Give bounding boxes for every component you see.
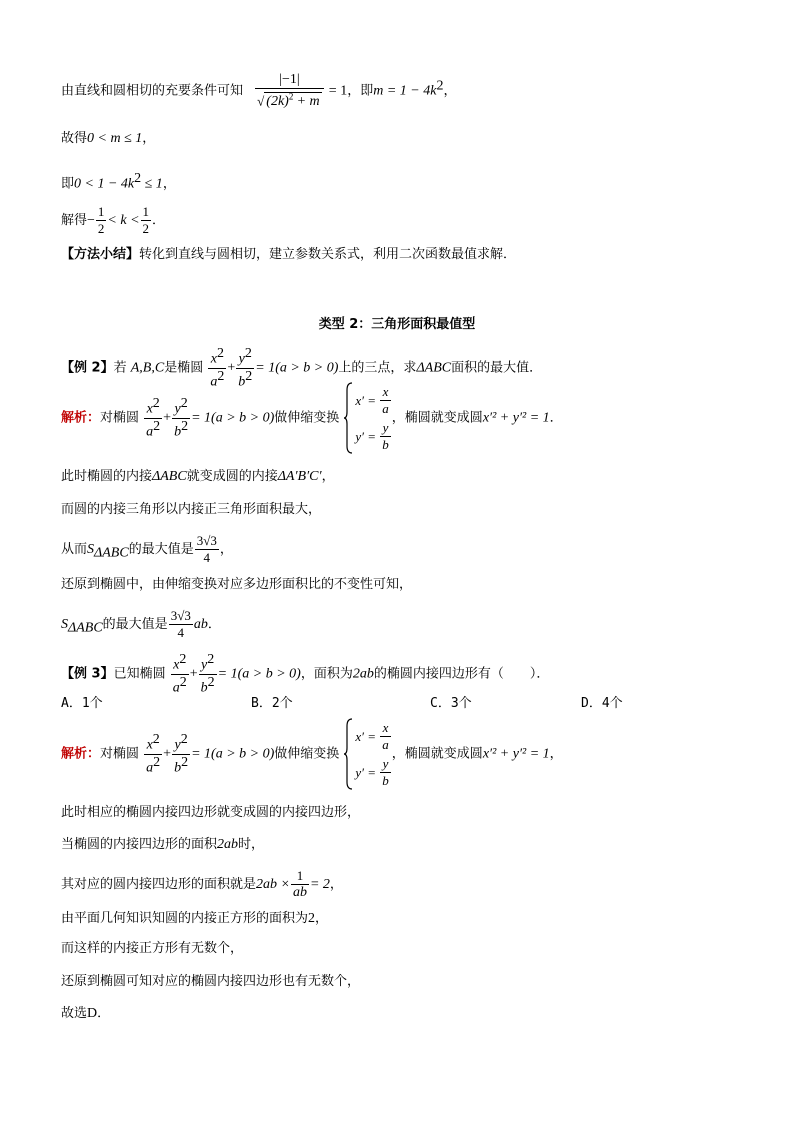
ex2-line-a <box>61 470 335 484</box>
text: 上的三点，求 <box>338 360 417 376</box>
formula: = 2 <box>309 877 330 892</box>
solution-ex3 <box>61 718 563 790</box>
scaling-system <box>343 382 391 454</box>
exp: 2 <box>179 674 187 690</box>
circle-eq: x′² + y′² = 1 <box>482 410 550 426</box>
value: 2 <box>308 911 316 926</box>
exp: 2 <box>179 652 187 667</box>
ellipse-y-term <box>172 396 190 440</box>
ex3-line-e: 而这样的内接正方形有无数个， <box>61 941 244 956</box>
exp: 2 <box>153 754 161 770</box>
triangle: ΔABC <box>416 360 452 376</box>
option-d[interactable]: D．4个 <box>581 696 623 711</box>
ex2-line-e <box>61 608 221 641</box>
var: y <box>201 657 208 673</box>
left-brace-icon <box>343 718 353 790</box>
condition: = 1(a > b > 0) <box>191 746 275 762</box>
area: 2ab <box>352 666 374 682</box>
condition: = 1(a > b > 0) <box>255 360 339 376</box>
points: A,B,C <box>130 360 165 376</box>
text: 由平面几何知识知圆的内接正方形的面积为 <box>61 911 309 926</box>
punct: ， <box>162 176 176 192</box>
x-transform <box>355 382 391 418</box>
section-heading: 类型 2：三角形面积最值型 <box>318 317 476 332</box>
max-area-fraction <box>195 533 219 566</box>
text: 此时椭圆的内接 <box>61 469 153 484</box>
ex3-line-d <box>61 912 328 926</box>
triangle: ΔA′B′C′ <box>277 469 322 484</box>
text: 其对应的圆内接四边形的面积就是 <box>61 877 257 892</box>
denominator: b <box>382 436 389 452</box>
punct: ， <box>329 877 343 892</box>
method-text: 转化到直线与圆相切，建立参数关系式，利用二次函数最值求解． <box>139 247 517 262</box>
punct: ， <box>142 131 156 146</box>
punct: ． <box>549 410 563 426</box>
numerator: x <box>380 720 391 737</box>
line-range-k <box>61 172 176 191</box>
ex3-line-c <box>61 868 343 901</box>
area-sub: ΔABC <box>68 620 103 636</box>
var: a <box>172 680 180 696</box>
y-transform <box>355 418 391 454</box>
numerator: |−1| <box>255 72 324 89</box>
var: a <box>210 374 218 390</box>
text: 做伸缩变换 <box>274 746 340 762</box>
example-label: 【例 2】 <box>61 360 114 376</box>
exp: 2 <box>181 754 189 770</box>
triangle: ΔABC <box>152 469 187 484</box>
max-area-fraction <box>169 608 193 641</box>
exp: 2 <box>153 418 161 434</box>
numerator: 3√3 <box>196 533 217 548</box>
sqrt-rest: + m <box>296 94 320 110</box>
exp: 2 <box>207 674 215 690</box>
half-fraction <box>141 204 152 237</box>
area: 2ab <box>217 837 239 852</box>
ellipse-x-term <box>144 732 162 776</box>
solution-label: 解析： <box>61 746 101 762</box>
ellipse-x-term <box>144 396 162 440</box>
minus: − <box>87 213 95 228</box>
method-summary <box>61 248 516 261</box>
reciprocal-fraction <box>291 868 309 901</box>
ex2-line-b: 而圆的内接三角形以内接正三角形面积最大， <box>61 502 322 517</box>
text: 若 <box>113 360 127 376</box>
text: 的椭圆内接四边形有（ ）． <box>373 666 550 682</box>
ex3-line-a: 此时相应的椭圆内接四边形就变成圆的内接四边形， <box>61 805 361 820</box>
var: a <box>146 760 154 776</box>
area-symbol: S <box>87 542 95 557</box>
denominator: b <box>382 772 389 788</box>
method-label: 【方法小结】 <box>61 247 140 262</box>
area-symbol: S <box>61 617 68 632</box>
var: y <box>174 401 181 417</box>
punct: ． <box>97 1006 111 1021</box>
x-transform <box>355 718 391 754</box>
var: x <box>173 657 180 673</box>
lhs: y′ = <box>355 428 377 444</box>
text: 即 <box>61 176 75 192</box>
var: x <box>146 737 153 753</box>
condition: = 1(a > b > 0) <box>191 410 275 426</box>
formula: m = 1 − 4k <box>373 83 437 99</box>
line-tangent-condition <box>61 72 456 110</box>
solution-label: 解析： <box>61 410 101 426</box>
text: 做伸缩变换 <box>274 410 340 426</box>
var: a <box>146 424 154 440</box>
var: b <box>174 424 182 440</box>
distance-fraction <box>255 72 324 110</box>
text: 解得 <box>61 213 88 228</box>
denominator: ab <box>292 885 307 900</box>
text: 故得 <box>61 131 88 146</box>
denominator: 4 <box>203 550 211 565</box>
lhs: y′ = <box>355 764 377 780</box>
text: 故选 <box>61 1006 88 1021</box>
text: 对椭圆 <box>100 410 140 426</box>
text: 由直线和圆相切的充要条件可知 <box>61 83 244 99</box>
plus: + <box>227 360 236 376</box>
formula: ≤ 1 <box>141 176 163 192</box>
denominator: a <box>382 400 389 416</box>
text: 从而 <box>61 542 88 557</box>
var: x <box>210 351 217 367</box>
text: 对椭圆 <box>100 746 140 762</box>
denominator: 2 <box>97 221 105 236</box>
formula: 2ab × <box>256 877 290 892</box>
var: b <box>200 680 208 696</box>
text: 已知椭圆 <box>113 666 166 682</box>
numerator: y <box>380 420 391 437</box>
punct: ． <box>207 617 221 632</box>
option-b[interactable]: B．2个 <box>251 696 293 711</box>
ex3-line-g <box>61 1007 110 1021</box>
text: 当椭圆的内接四边形的面积 <box>61 837 218 852</box>
exp: 2 <box>245 368 253 384</box>
exp: 2 <box>180 395 188 411</box>
circle-eq: x′² + y′² = 1 <box>482 746 550 762</box>
answer: D <box>87 1006 98 1021</box>
var: y <box>238 351 245 367</box>
ellipse-x-term <box>171 652 189 696</box>
option-a[interactable]: A．1个 <box>61 696 103 711</box>
plus: + <box>163 746 172 762</box>
punct: ， <box>549 746 563 762</box>
ex3-line-f: 还原到椭圆可知对应的椭圆内接四边形也有无数个， <box>61 974 361 989</box>
text: 的最大值是 <box>102 617 168 632</box>
numerator: 1 <box>291 868 309 885</box>
exp: 2 <box>207 652 215 667</box>
text: 的最大值是 <box>128 542 194 557</box>
exp: 2 <box>152 395 160 411</box>
y-transform <box>355 754 391 790</box>
text: ，即 <box>347 83 374 99</box>
line-range-m <box>61 132 155 146</box>
numerator: y <box>380 756 391 773</box>
exp: 2 <box>181 418 189 434</box>
left-brace-icon <box>343 382 353 454</box>
plus: + <box>163 410 172 426</box>
numerator: 3√3 <box>170 608 191 623</box>
example-label: 【例 3】 <box>61 666 114 682</box>
example-3 <box>61 652 549 696</box>
punct: ． <box>152 213 166 228</box>
text: 就变成圆的内接 <box>186 469 278 484</box>
denominator: a <box>382 736 389 752</box>
numerator: 1 <box>97 204 105 219</box>
sqrt-term: (2k) <box>266 94 289 110</box>
condition: = 1(a > b > 0) <box>217 666 301 682</box>
half-fraction <box>96 204 107 237</box>
denominator: 4 <box>177 625 184 640</box>
punct: ， <box>321 469 335 484</box>
text: ，面积为 <box>300 666 353 682</box>
text: 面积的最大值． <box>451 360 543 376</box>
ex2-line-c <box>61 533 233 566</box>
text: ，椭圆就变成圆 <box>391 410 483 426</box>
exp: 2 <box>216 346 224 361</box>
ab: ab <box>193 617 208 632</box>
exp: 2 <box>244 346 252 361</box>
option-c[interactable]: C．3个 <box>430 696 472 711</box>
var: b <box>174 760 182 776</box>
lhs: x′ = <box>355 728 377 744</box>
numerator: 1 <box>142 204 150 219</box>
punct: ， <box>315 911 329 926</box>
var: y <box>174 737 181 753</box>
formula: 0 < m ≤ 1 <box>87 131 143 146</box>
ellipse-y-term <box>172 732 190 776</box>
formula: < k < <box>107 213 140 228</box>
ex3-line-b <box>61 838 264 852</box>
numerator: x <box>380 384 391 401</box>
var: x <box>146 401 153 417</box>
equals: = 1 <box>328 83 348 99</box>
denominator: √ $(2k)^2 + m$ <box>257 92 320 110</box>
scaling-system <box>343 718 391 790</box>
var: b <box>238 374 246 390</box>
exp: 2 <box>134 171 142 186</box>
punct: ， <box>219 542 233 557</box>
punct: ， <box>443 83 457 99</box>
exp: 2 <box>288 92 294 102</box>
area-sub: ΔABC <box>94 545 129 561</box>
text: 时， <box>238 837 265 852</box>
solution-ex2 <box>61 382 563 454</box>
ellipse-y-term <box>199 652 217 696</box>
plus: + <box>189 666 198 682</box>
formula: 0 < 1 − 4k <box>74 176 135 192</box>
line-solution-k <box>61 204 165 237</box>
exp: 2 <box>180 731 188 747</box>
exp: 2 <box>217 368 225 384</box>
lhs: x′ = <box>355 392 377 408</box>
exp: 2 <box>436 78 444 94</box>
text: 是椭圆 <box>164 360 204 376</box>
exp: 2 <box>152 731 160 747</box>
ex2-line-d: 还原到椭圆中，由伸缩变换对应多边形面积比的不变性可知， <box>61 577 413 592</box>
text: ，椭圆就变成圆 <box>391 746 483 762</box>
denominator: 2 <box>142 221 150 236</box>
